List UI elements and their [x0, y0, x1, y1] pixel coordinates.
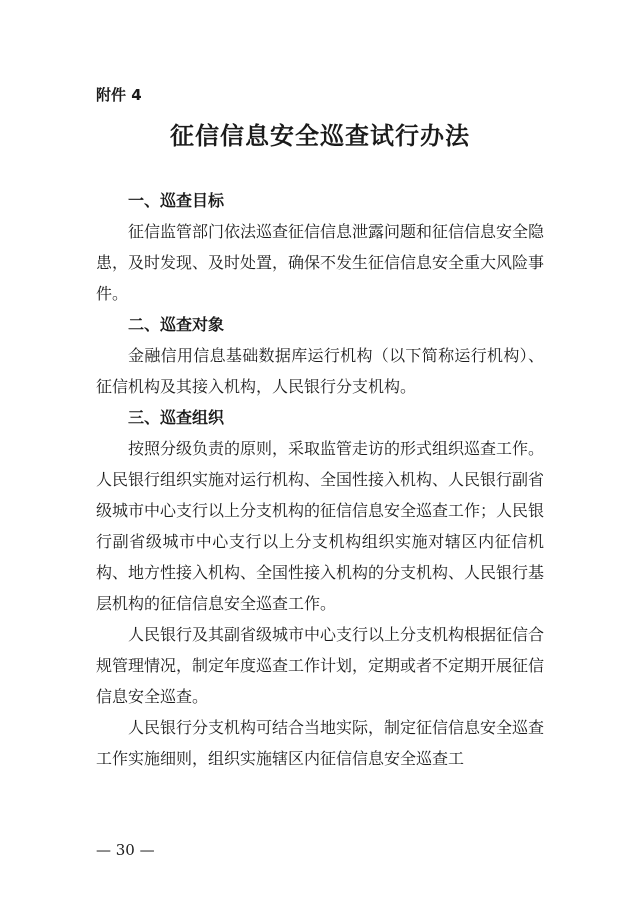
- document-title: 征信信息安全巡查试行办法: [170, 121, 470, 150]
- section-heading-targets: 二、巡查对象: [128, 315, 225, 334]
- paragraph-organization-2: 人民银行及其副省级城市中心支行以上分支机构根据征信合规管理情况，制定年度巡查工作计划，定期或者不定期开展征信信息安全巡查。: [96, 625, 545, 706]
- section-targets: [96, 309, 544, 402]
- paragraph-organization-3: 人民银行分支机构可结合当地实际，制定征信信息安全巡查工作实施细则，组织实施辖区内征信信息安全巡查工: [96, 718, 545, 768]
- paragraph-targets: 金融信用信息基础数据库运行机构（以下简称运行机构）、征信机构及其接入机构，人民银行分支机构。: [96, 346, 544, 396]
- attachment-label: 附件 4: [96, 86, 142, 104]
- page-number: — 30 —: [96, 841, 155, 859]
- document-body: [96, 185, 544, 774]
- section-heading-organization: 三、巡查组织: [128, 408, 225, 427]
- section-organization: [96, 402, 544, 774]
- section-objective: [96, 185, 544, 309]
- paragraph-organization-1: 按照分级负责的原则，采取监管走访的形式组织巡查工作。人民银行组织实施对运行机构、全国性接入机构、人民银行副省级城市中心支行以上分支机构的征信信息安全巡查工作；人民银行副省级城市中心支行以上分支机构组织实施对辖区内征信机构、地方性接入机构、全国性接入机构的分支机构、人民银行基层机构的征信信息安全巡查工作。: [96, 439, 545, 613]
- paragraph-objective: 征信监管部门依法巡查征信信息泄露问题和征信信息安全隐患，及时发现、及时处置，确保不发生征信信息安全重大风险事件。: [96, 222, 545, 303]
- section-heading-objective: 一、巡查目标: [128, 191, 225, 210]
